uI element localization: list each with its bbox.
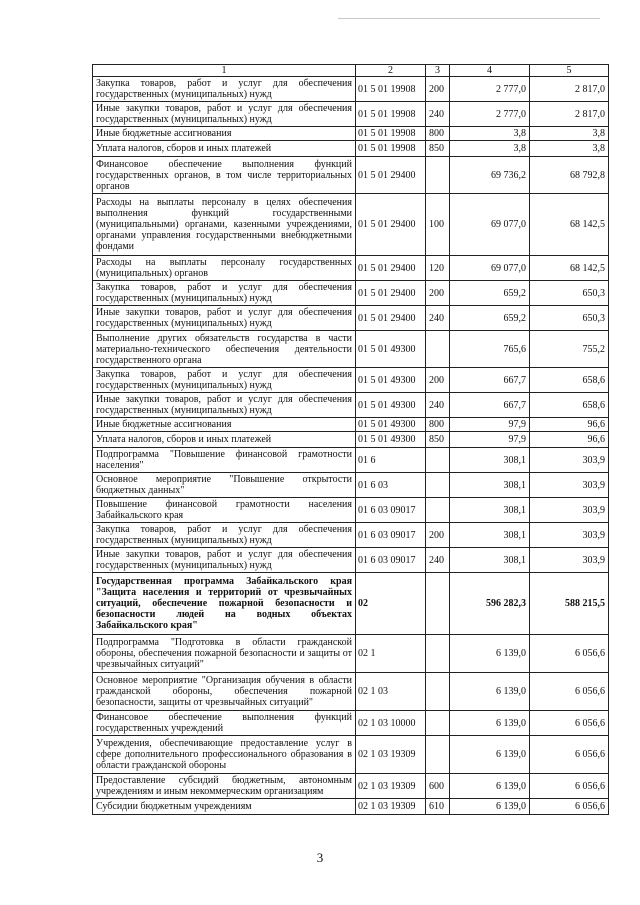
row-vr-cell: [426, 498, 450, 523]
row-value-col4: 69 736,2: [450, 157, 530, 194]
table-row: [93, 102, 609, 127]
table-row: [93, 194, 609, 256]
row-value-col5: 68 792,8: [530, 157, 609, 194]
row-vr-cell: 200: [426, 523, 450, 548]
row-value-col5: 650,3: [530, 281, 609, 306]
row-value-col4: 659,2: [450, 281, 530, 306]
header-col-2: 2: [356, 65, 426, 77]
row-name-cell: Основное мероприятие "Повышение открытости бюджетных данных": [93, 473, 356, 498]
row-value-col5: 6 056,6: [530, 635, 609, 673]
table-row: [93, 473, 609, 498]
row-code-cell: 02 1 03: [356, 673, 426, 711]
row-name-cell: Закупка товаров, работ и услуг для обеспечения государственных (муниципальных) нужд: [93, 523, 356, 548]
table-row: [93, 368, 609, 393]
row-code-cell: 01 6 03: [356, 473, 426, 498]
table-row: [93, 141, 609, 157]
row-name-cell: Повышение финансовой грамотности населения Забайкальского края: [93, 498, 356, 523]
row-code-cell: 02 1 03 10000: [356, 711, 426, 736]
row-vr-cell: 200: [426, 77, 450, 102]
header-col-1: 1: [93, 65, 356, 77]
table-row: [93, 331, 609, 368]
row-code-cell: 01 5 01 29400: [356, 256, 426, 281]
row-code-cell: 01 5 01 29400: [356, 306, 426, 331]
row-value-col4: 3,8: [450, 141, 530, 157]
row-value-col5: 6 056,6: [530, 736, 609, 774]
page-number: 3: [316, 850, 324, 865]
row-name-cell: Закупка товаров, работ и услуг для обеспечения государственных (муниципальных) нужд: [93, 77, 356, 102]
row-value-col4: 6 139,0: [450, 711, 530, 736]
row-name-cell: Финансовое обеспечение выполнения функций государственных органов, в том числе территориальных органов: [93, 157, 356, 194]
row-name-cell: Иные закупки товаров, работ и услуг для обеспечения государственных (муниципальных) нужд: [93, 306, 356, 331]
row-vr-cell: 120: [426, 256, 450, 281]
row-value-col4: 97,9: [450, 432, 530, 448]
row-value-col5: 3,8: [530, 141, 609, 157]
row-name-cell: Иные закупки товаров, работ и услуг для обеспечения государственных (муниципальных) нужд: [93, 393, 356, 418]
row-vr-cell: 850: [426, 141, 450, 157]
row-value-col5: 2 817,0: [530, 77, 609, 102]
row-name-cell: Выполнение других обязательств государства в части материально-технического обеспечения деятельности государственного органа: [93, 331, 356, 368]
row-code-cell: 02 1 03 19309: [356, 799, 426, 815]
row-name-cell: Иные бюджетные ассигнования: [93, 418, 356, 432]
row-vr-cell: 200: [426, 368, 450, 393]
row-vr-cell: [426, 736, 450, 774]
table-header-row: [93, 65, 609, 77]
row-value-col4: 308,1: [450, 473, 530, 498]
row-value-col5: 303,9: [530, 473, 609, 498]
table-row: [93, 573, 609, 635]
row-name-cell: Расходы на выплаты персоналу в целях обеспечения выполнения функций государственными (муниципальными) органами, казенными учреждениями, органами управления государственными внебюджетными фондами: [93, 194, 356, 256]
row-value-col5: 96,6: [530, 418, 609, 432]
table-row: [93, 432, 609, 448]
row-vr-cell: 800: [426, 418, 450, 432]
table-row: [93, 448, 609, 473]
row-code-cell: 01 5 01 19908: [356, 127, 426, 141]
row-code-cell: 01 5 01 49300: [356, 432, 426, 448]
row-vr-cell: 200: [426, 281, 450, 306]
row-vr-cell: 240: [426, 102, 450, 127]
row-value-col4: 596 282,3: [450, 573, 530, 635]
row-value-col4: 3,8: [450, 127, 530, 141]
row-value-col4: 308,1: [450, 548, 530, 573]
row-vr-cell: [426, 448, 450, 473]
row-code-cell: 01 5 01 19908: [356, 141, 426, 157]
header-col-3: 3: [426, 65, 450, 77]
row-code-cell: 01 5 01 49300: [356, 393, 426, 418]
row-name-cell: Иные закупки товаров, работ и услуг для обеспечения государственных (муниципальных) нужд: [93, 548, 356, 573]
row-value-col5: 68 142,5: [530, 194, 609, 256]
row-code-cell: 01 6 03 09017: [356, 548, 426, 573]
row-value-col4: 6 139,0: [450, 774, 530, 799]
row-vr-cell: [426, 157, 450, 194]
row-name-cell: Государственная программа Забайкальского края "Защита населения и территорий от чрезвычайных ситуаций, обеспечение пожарной безопасности и безопасности людей на водных объектах Забайкальского края": [93, 573, 356, 635]
row-vr-cell: [426, 331, 450, 368]
row-code-cell: 01 5 01 29400: [356, 194, 426, 256]
row-value-col5: 6 056,6: [530, 673, 609, 711]
row-value-col4: 765,6: [450, 331, 530, 368]
row-value-col5: 588 215,5: [530, 573, 609, 635]
row-name-cell: Финансовое обеспечение выполнения функций государственных учреждений: [93, 711, 356, 736]
row-name-cell: Расходы на выплаты персоналу государственных (муниципальных) органов: [93, 256, 356, 281]
row-value-col5: 6 056,6: [530, 799, 609, 815]
row-value-col4: 2 777,0: [450, 102, 530, 127]
row-code-cell: 01 6: [356, 448, 426, 473]
row-value-col4: 667,7: [450, 393, 530, 418]
row-value-col5: 303,9: [530, 448, 609, 473]
row-value-col4: 6 139,0: [450, 673, 530, 711]
row-value-col4: 97,9: [450, 418, 530, 432]
row-vr-cell: 100: [426, 194, 450, 256]
row-value-col5: 6 056,6: [530, 711, 609, 736]
row-name-cell: Иные бюджетные ассигнования: [93, 127, 356, 141]
row-vr-cell: 850: [426, 432, 450, 448]
top-rule: [338, 18, 600, 19]
row-value-col5: 755,2: [530, 331, 609, 368]
row-vr-cell: 240: [426, 306, 450, 331]
row-vr-cell: 600: [426, 774, 450, 799]
row-vr-cell: 240: [426, 393, 450, 418]
row-vr-cell: 610: [426, 799, 450, 815]
row-value-col5: 2 817,0: [530, 102, 609, 127]
table-row: [93, 548, 609, 573]
row-value-col5: 658,6: [530, 393, 609, 418]
row-code-cell: 02 1 03 19309: [356, 774, 426, 799]
row-vr-cell: 800: [426, 127, 450, 141]
table-row: [93, 157, 609, 194]
row-value-col5: 658,6: [530, 368, 609, 393]
row-code-cell: 01 5 01 19908: [356, 77, 426, 102]
row-value-col4: 6 139,0: [450, 635, 530, 673]
row-vr-cell: [426, 573, 450, 635]
table-row: [93, 635, 609, 673]
row-value-col5: 303,9: [530, 523, 609, 548]
row-value-col4: 659,2: [450, 306, 530, 331]
header-col-5: 5: [530, 65, 609, 77]
row-code-cell: 01 5 01 19908: [356, 102, 426, 127]
row-name-cell: Закупка товаров, работ и услуг для обеспечения государственных (муниципальных) нужд: [93, 281, 356, 306]
row-value-col4: 308,1: [450, 498, 530, 523]
row-name-cell: Уплата налогов, сборов и иных платежей: [93, 432, 356, 448]
budget-table: [92, 64, 609, 815]
table-row: [93, 799, 609, 815]
row-vr-cell: 240: [426, 548, 450, 573]
row-value-col4: 69 077,0: [450, 194, 530, 256]
table-row: [93, 498, 609, 523]
table-row: [93, 418, 609, 432]
row-vr-cell: [426, 673, 450, 711]
table-row: [93, 77, 609, 102]
row-value-col4: 308,1: [450, 448, 530, 473]
table-row: [93, 774, 609, 799]
row-code-cell: 01 6 03 09017: [356, 523, 426, 548]
row-value-col5: 6 056,6: [530, 774, 609, 799]
table-row: [93, 281, 609, 306]
row-value-col5: 650,3: [530, 306, 609, 331]
table-row: [93, 127, 609, 141]
row-value-col4: 6 139,0: [450, 799, 530, 815]
row-name-cell: Подпрограмма "Повышение финансовой грамотности населения": [93, 448, 356, 473]
row-value-col5: 96,6: [530, 432, 609, 448]
row-code-cell: 02 1: [356, 635, 426, 673]
row-value-col4: 308,1: [450, 523, 530, 548]
row-name-cell: Субсидии бюджетным учреждениям: [93, 799, 356, 815]
row-name-cell: Подпрограмма "Подготовка в области гражданской обороны, обеспечения пожарной безопасности и защиты от чрезвычайных ситуаций": [93, 635, 356, 673]
row-code-cell: 02 1 03 19309: [356, 736, 426, 774]
row-vr-cell: [426, 711, 450, 736]
row-value-col4: 69 077,0: [450, 256, 530, 281]
row-name-cell: Основное мероприятие "Организация обучения в области гражданской обороны, обеспечения пожарной безопасности, защиты от чрезвычайных ситуаций": [93, 673, 356, 711]
row-name-cell: Закупка товаров, работ и услуг для обеспечения государственных (муниципальных) нужд: [93, 368, 356, 393]
table-row: [93, 306, 609, 331]
row-value-col5: 303,9: [530, 548, 609, 573]
row-name-cell: Предоставление субсидий бюджетным, автономным учреждениям и иным некоммерческим организациям: [93, 774, 356, 799]
row-vr-cell: [426, 473, 450, 498]
row-vr-cell: [426, 635, 450, 673]
table-row: [93, 673, 609, 711]
row-name-cell: Уплата налогов, сборов и иных платежей: [93, 141, 356, 157]
row-value-col4: 2 777,0: [450, 77, 530, 102]
row-value-col5: 68 142,5: [530, 256, 609, 281]
row-code-cell: 01 5 01 29400: [356, 281, 426, 306]
row-code-cell: 02: [356, 573, 426, 635]
table-row: [93, 711, 609, 736]
table-row: [93, 736, 609, 774]
row-code-cell: 01 6 03 09017: [356, 498, 426, 523]
row-value-col5: 303,9: [530, 498, 609, 523]
row-code-cell: 01 5 01 49300: [356, 418, 426, 432]
row-value-col5: 3,8: [530, 127, 609, 141]
header-col-4: 4: [450, 65, 530, 77]
row-code-cell: 01 5 01 49300: [356, 368, 426, 393]
row-code-cell: 01 5 01 29400: [356, 157, 426, 194]
table-row: [93, 393, 609, 418]
table-row: [93, 256, 609, 281]
row-value-col4: 667,7: [450, 368, 530, 393]
row-code-cell: 01 5 01 49300: [356, 331, 426, 368]
row-name-cell: Иные закупки товаров, работ и услуг для обеспечения государственных (муниципальных) нужд: [93, 102, 356, 127]
row-name-cell: Учреждения, обеспечивающие предоставление услуг в сфере дополнительного профессионального образования в области гражданской обороны: [93, 736, 356, 774]
table-row: [93, 523, 609, 548]
row-value-col4: 6 139,0: [450, 736, 530, 774]
